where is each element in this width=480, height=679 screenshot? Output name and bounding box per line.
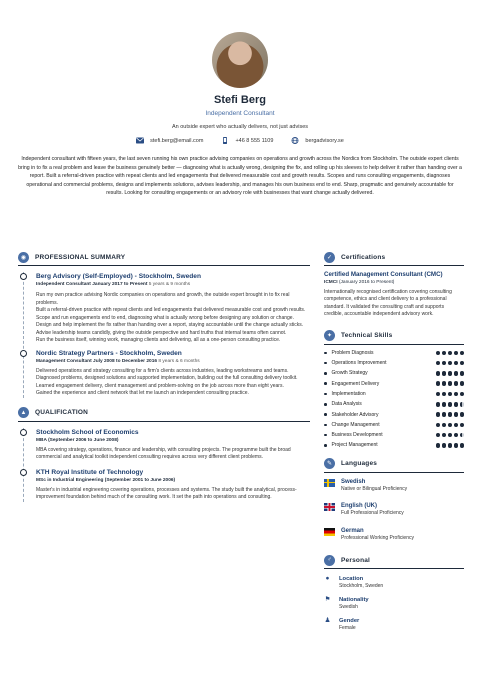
- experience-bullet: Design and help implement the fix rather than handing over a report, staying accountable until the change actually sticks.: [36, 322, 304, 328]
- profile-photo: [212, 32, 268, 88]
- rating-dot: [436, 443, 441, 448]
- skill-item: [324, 358, 464, 368]
- experience-duration: 5 years & 9 months: [148, 282, 191, 287]
- rating-dot: [442, 351, 447, 356]
- contact-email[interactable]: [136, 137, 203, 144]
- skill-rating: [436, 412, 465, 417]
- phone-icon: [221, 137, 229, 144]
- certifications-section-header: [324, 250, 464, 264]
- professional-heading: PROFESSIONAL SUMMARY: [35, 253, 126, 261]
- skill-name: Change Management: [324, 422, 380, 428]
- bullet-icon: [324, 372, 327, 375]
- main-column: [18, 250, 310, 502]
- skills-section-header: [324, 329, 464, 343]
- language-icon: ✎: [324, 458, 335, 469]
- skill-name: Problem Diagnosis: [324, 350, 373, 356]
- skill-rating: [436, 381, 465, 386]
- germany-flag-icon: [324, 528, 335, 536]
- experience-role: Management Consultant July 2008 to December 2016 8 years & 6 months: [36, 358, 200, 364]
- personal-item-nationality: ⚑ Nationality Swedish: [324, 596, 369, 611]
- rating-dot: [454, 402, 459, 407]
- language-item: [324, 478, 464, 503]
- rating-dot: [448, 371, 453, 376]
- personal-section-header: [324, 553, 464, 567]
- bullet-icon: [324, 362, 327, 365]
- rating-dot: [460, 371, 465, 376]
- rating-dot: [454, 392, 459, 397]
- certificate-icon: ✓: [324, 252, 335, 263]
- flag-icon: ⚑: [324, 596, 331, 604]
- skill-rating: [436, 351, 465, 356]
- timeline-dot: [20, 350, 27, 357]
- bullet-icon: [324, 434, 327, 437]
- rating-dot: [442, 433, 447, 438]
- experience-bullet: Gained the experience and client network that let me launch an independent consulting practice.: [36, 390, 249, 396]
- skill-rating: [436, 392, 465, 397]
- rating-dot: [442, 412, 447, 417]
- certifications-heading: Certifications: [341, 253, 386, 261]
- skill-name: Operations Improvement: [324, 360, 387, 366]
- experience-bullet: Run my own practice advising Nordic companies on operations and growth, the outside expert brought in to fix real problems.: [36, 292, 290, 306]
- experience-bullet: Run the business itself, winning work, managing clients and delivering, all as a one-person consulting practice.: [36, 337, 281, 343]
- language-item: [324, 527, 464, 552]
- language-name: English (UK): [341, 503, 377, 510]
- experience-bullet: Advise leadership teams candidly, giving the outside perspective and hard truths that internal teams often cannot.: [36, 329, 287, 336]
- skill-item: [324, 389, 464, 399]
- globe-icon: [291, 137, 299, 144]
- rating-dot: [442, 392, 447, 397]
- rating-dot: [460, 381, 465, 386]
- rating-dot: [442, 423, 447, 428]
- personal-heading: Personal: [341, 556, 371, 564]
- education-entry: [36, 428, 310, 462]
- experience-bullet: Learned engagement delivery, client management and problem-solving on the job across more than eight years.: [36, 382, 284, 389]
- skill-rating: [436, 361, 465, 366]
- rating-dot: [460, 392, 465, 397]
- bullet-icon: [324, 424, 327, 427]
- contact-phone[interactable]: [221, 137, 273, 144]
- experience-title: Nordic Strategy Partners - Stockholm, Sweden: [36, 349, 182, 357]
- skill-rating: [436, 423, 465, 428]
- skill-name: Engagement Delivery: [324, 381, 379, 387]
- bullet-icon: [324, 403, 327, 406]
- school-name: Stockholm School of Economics: [36, 428, 139, 436]
- degree: MSc in Industrial Engineering (September 2001 to June 2006): [36, 477, 176, 483]
- map-pin-icon: ●: [325, 575, 330, 583]
- skill-name: Implementation: [324, 391, 366, 397]
- section-divider: [18, 265, 310, 266]
- section-divider: [324, 265, 464, 266]
- school-name: KTH Royal Institute of Technology: [36, 468, 144, 476]
- rating-dot: [460, 351, 465, 356]
- qualification-section-header: [18, 406, 310, 420]
- phone-text: +46 8 555 1109: [235, 137, 274, 144]
- personal-item-location: ● Location Stockholm, Sweden: [325, 575, 384, 590]
- rating-dot: [460, 361, 465, 366]
- rating-dot: [460, 433, 465, 438]
- rating-dot: [448, 412, 453, 417]
- skill-item: [324, 379, 464, 389]
- skills-heading: Technical Skills: [341, 332, 393, 340]
- rating-dot: [442, 443, 447, 448]
- languages-heading: Languages: [341, 460, 378, 468]
- experience-duration: 8 years & 6 months: [158, 358, 200, 364]
- rating-dot: [436, 392, 441, 397]
- rating-dot: [454, 433, 459, 438]
- experience-bullet: Diagnosed problems, designed solutions and supported implementation, building out the full consulting delivery toolkit.: [36, 375, 298, 381]
- side-column: [324, 250, 464, 638]
- lightbulb-icon: ✦: [324, 330, 335, 341]
- bullet-icon: [324, 393, 327, 396]
- rating-dot: [448, 443, 453, 448]
- timeline-dot: [20, 273, 27, 280]
- candidate-title: Independent Consultant: [205, 110, 275, 117]
- bullet-icon: [324, 413, 327, 416]
- person-icon: ♟: [324, 617, 331, 625]
- rating-dot: [460, 402, 465, 407]
- profile-summary: Independent consultant with fifteen years, the last seven running his own practice advising companies on operations and growth across the Nordics from Stockholm. The outside expert clients bring in to fix a real problem and leave the business genuinely better — diagnosing what is actually wrong, designing the fix, and rolling up his sleeves to help deliver it rather than handing over a report. Built a referral-driven practice with repeat clients and led engagements that delivered measurable cost and growth results. Scopes and runs consulting engagements, diagnoses operational and commercial problems, designs and implements solutions, advises leadership, and manages his own business end to end. Sharp, pragmatic and genuinely accountable for results. Looking for consulting engagements or an advisory role with businesses that want change actually delivered.: [18, 156, 462, 197]
- bullet-icon: [324, 382, 327, 385]
- skill-item: [324, 348, 464, 358]
- skill-item: [324, 368, 464, 378]
- rating-dot: [436, 361, 441, 366]
- tagline: An outside expert who actually delivers, not just advises: [171, 124, 309, 130]
- rating-dot: [454, 371, 459, 376]
- experience-bullet: Built a referral-driven practice with repeat clients and led engagements that delivered measurable cost and growth results.: [36, 307, 306, 313]
- rating-dot: [448, 423, 453, 428]
- experience-entry: [36, 349, 310, 398]
- skill-name: Stakeholder Advisory: [324, 412, 378, 418]
- experience-title: Berg Advisory (Self-Employed) - Stockholm, Sweden: [36, 273, 201, 280]
- language-level: Professional Working Proficiency: [341, 534, 414, 541]
- gender-icon: ♂: [324, 555, 335, 566]
- education-description: MBA covering strategy, operations, finance and leadership, with consulting projects. The programme built the broad commercial and analytical toolkit independent consulting requires across very different client problems.: [36, 446, 291, 460]
- skill-item: [324, 409, 464, 419]
- rating-dot: [454, 361, 459, 366]
- skill-name: Data Analysis: [324, 401, 362, 407]
- briefcase-icon: ◉: [18, 252, 29, 263]
- rating-dot: [454, 412, 459, 417]
- skill-rating: [436, 443, 465, 448]
- candidate-name: Stefi Berg: [214, 94, 266, 106]
- certification-description: Internationally recognised certification covering consulting competence, ethics and client delivery to a professional standard. It validated the consulting craft and supports credible, accountable independent advisory work.: [324, 289, 452, 318]
- sweden-flag-icon: [324, 479, 335, 487]
- education-timeline: [23, 428, 310, 502]
- email-icon: [136, 137, 144, 144]
- qualification-heading: QUALIFICATION: [35, 409, 89, 416]
- rating-dot: [442, 361, 447, 366]
- experience-bullet: Scope and run engagements end to end, diagnosing what is actually wrong before designing any solution or change.: [36, 314, 294, 321]
- rating-dot: [436, 381, 441, 386]
- skill-rating: [436, 433, 465, 438]
- rating-dot: [442, 371, 447, 376]
- rating-dot: [448, 351, 453, 356]
- language-name: German: [341, 527, 364, 534]
- certification-date: (January 2016 to Present): [338, 280, 395, 285]
- experience-bullet: Delivered operations and strategy consulting for a firm's clients across industries, leading workstreams and teams.: [36, 367, 289, 374]
- rating-dot: [454, 351, 459, 356]
- website-text: bergadvisory.se: [305, 137, 344, 144]
- rating-dot: [436, 371, 441, 376]
- email-text: stefi.berg@email.com: [150, 137, 204, 144]
- skill-name: Project Management: [324, 442, 378, 448]
- bullet-icon: [324, 352, 327, 355]
- certification-title: Certified Management Consultant (CMC): [324, 271, 443, 278]
- timeline-dot: [20, 429, 27, 436]
- language-level: Native or Bilingual Proficiency: [341, 485, 408, 492]
- section-divider: [324, 568, 464, 569]
- rating-dot: [448, 361, 453, 366]
- skill-item: [324, 430, 464, 440]
- experience-entry: [36, 272, 310, 345]
- section-divider: [324, 472, 464, 473]
- rating-dot: [460, 423, 465, 428]
- uk-flag-icon: [324, 503, 335, 511]
- degree: MBA (September 2006 to June 2008): [36, 437, 119, 443]
- graduation-cap-icon: ▲: [18, 407, 29, 418]
- education-description: Master's in industrial engineering covering operations, processes and systems. The study built the analytical, process-improvement foundation behind much of the consulting work. It set the path into operations and consulting.: [36, 486, 297, 500]
- skill-rating: [436, 371, 465, 376]
- skills-list: [324, 348, 464, 451]
- contact-bar: [0, 137, 480, 144]
- language-name: Swedish: [341, 478, 366, 485]
- skill-item: [324, 440, 464, 450]
- experience-role: Independent Consultant January 2017 to Present 5 years & 9 months: [36, 282, 191, 287]
- skill-name: Growth Strategy: [324, 370, 368, 376]
- rating-dot: [448, 392, 453, 397]
- skill-name: Business Development: [324, 432, 383, 438]
- experience-timeline: [23, 272, 310, 398]
- languages-section-header: [324, 457, 464, 471]
- rating-dot: [436, 402, 441, 407]
- education-entry: [36, 468, 310, 502]
- certification-issuer: ICMCI (January 2016 to Present): [324, 280, 395, 285]
- bullet-icon: [324, 444, 327, 447]
- rating-dot: [448, 402, 453, 407]
- contact-website[interactable]: [291, 137, 343, 144]
- rating-dot: [436, 412, 441, 417]
- rating-dot: [436, 433, 441, 438]
- section-divider: [18, 421, 310, 422]
- rating-dot: [436, 423, 441, 428]
- language-level: Full Professional Proficiency: [341, 510, 404, 517]
- rating-dot: [448, 381, 453, 386]
- language-item: [324, 502, 464, 527]
- languages-list: [324, 478, 464, 552]
- rating-dot: [454, 381, 459, 386]
- rating-dot: [454, 443, 459, 448]
- personal-item-gender: ♟ Gender Female: [324, 617, 360, 632]
- personal-list: [324, 575, 464, 638]
- skill-rating: [436, 402, 465, 407]
- professional-section-header: [18, 250, 310, 264]
- rating-dot: [442, 402, 447, 407]
- skill-item: [324, 420, 464, 430]
- rating-dot: [460, 443, 465, 448]
- rating-dot: [454, 423, 459, 428]
- timeline-dot: [20, 469, 27, 476]
- rating-dot: [448, 433, 453, 438]
- rating-dot: [442, 381, 447, 386]
- rating-dot: [460, 412, 465, 417]
- rating-dot: [436, 351, 441, 356]
- section-divider: [324, 344, 464, 345]
- skill-item: [324, 399, 464, 409]
